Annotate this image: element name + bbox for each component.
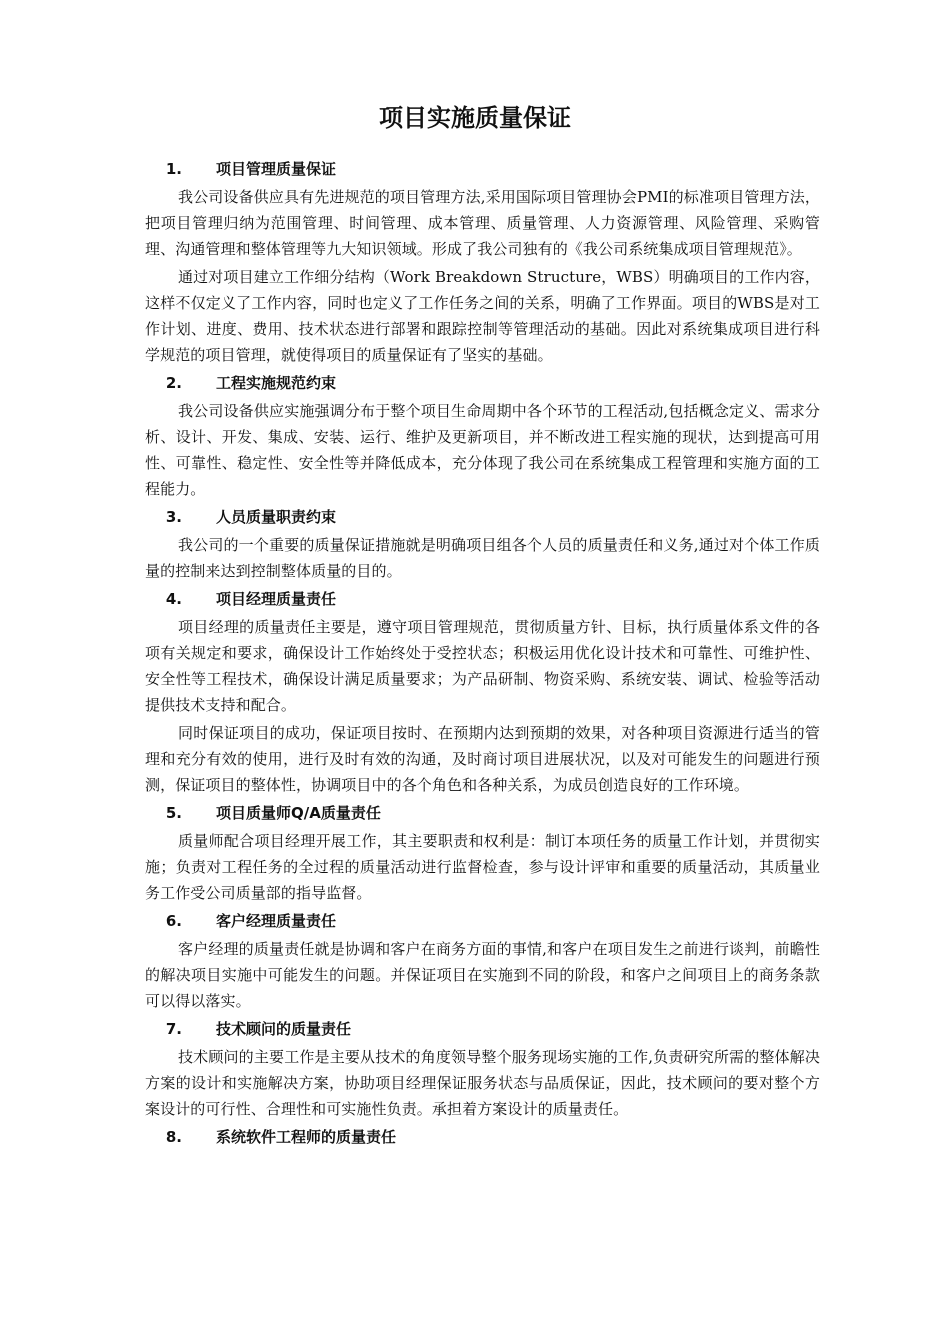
section-number: 1. — [165, 160, 182, 178]
section-heading — [145, 1016, 820, 1042]
body-paragraph: 我公司设备供应实施强调分布于整个项目生命周期中各个环节的工程活动,包括概念定义、需求分析、设计、开发、集成、安装、运行、维护及更新项目，并不断改进工程实施的现状，达到提高可用性、可靠性、稳定性、安全性等并降低成本，充分体现了我公司在系统集成工程管理和实施方面的工程能力。 — [145, 402, 820, 498]
body-paragraph: 技术顾问的主要工作是主要从技术的角度领导整个服务现场实施的工作,负责研究所需的整体解决方案的设计和实施解决方案，协助项目经理保证服务状态与品质保证，因此，技术顾问的要对整个方案设计的可行性、合理性和可实施性负责。承担着方案设计的质量责任。 — [145, 1048, 820, 1118]
body-paragraph: 客户经理的质量责任就是协调和客户在商务方面的事情,和客户在项目发生之前进行谈判，前瞻性的解决项目实施中可能发生的问题。并保证项目在实施到不同的阶段，和客户之间项目上的商务条款可以得以落实。 — [145, 940, 820, 1010]
body-paragraph: 我公司设备供应具有先进规范的项目管理方法,采用国际项目管理协会PMI的标准项目管理方法，把项目管理归纳为范围管理、时间管理、成本管理、质量管理、人力资源管理、风险管理、采购管理、沟通管理和整体管理等九大知识领域。形成了我公司独有的《我公司系统集成项目管理规范》。 — [145, 188, 820, 258]
document-title: 项目实施质量保证 — [379, 104, 571, 132]
section-heading — [145, 908, 820, 934]
section-5 — [145, 800, 820, 906]
section-heading-text: 客户经理质量责任 — [216, 912, 337, 930]
section-heading — [145, 504, 820, 530]
section-1 — [145, 156, 820, 368]
section-heading — [145, 586, 820, 612]
section-heading-text: 工程实施规范约束 — [216, 374, 337, 392]
section-number: 2. — [165, 374, 182, 392]
section-heading-text: 项目质量师Q/A质量责任 — [216, 804, 381, 822]
section-heading-text: 系统软件工程师的质量责任 — [216, 1128, 397, 1146]
section-number: 6. — [165, 912, 182, 930]
section-number: 3. — [165, 508, 182, 526]
document-body — [145, 156, 820, 1152]
body-paragraph: 通过对项目建立工作细分结构（Work Breakdown Structure，WBS）明确项目的工作内容，这样不仅定义了工作内容，同时也定义了工作任务之间的关系，明确了工作界面。项目的WBS是对工作计划、进度、费用、技术状态进行部署和跟踪控制等管理活动的基础。因此对系统集成项目进行科学规范的项目管理，就使得项目的质量保证有了坚实的基础。 — [145, 268, 820, 364]
section-heading — [145, 800, 820, 826]
section-8 — [145, 1124, 820, 1150]
body-paragraph: 质量师配合项目经理开展工作，其主要职责和权利是：制订本项任务的质量工作计划，并贯彻实施；负责对工程任务的全过程的质量活动进行监督检查，参与设计评审和重要的质量活动，其质量业务工作受公司质量部的指导监督。 — [145, 832, 820, 902]
section-number: 7. — [165, 1020, 182, 1038]
section-number: 5. — [165, 804, 182, 822]
section-heading — [145, 1124, 820, 1150]
section-heading-text: 人员质量职责约束 — [216, 508, 337, 526]
section-heading — [145, 370, 820, 396]
body-paragraph: 同时保证项目的成功，保证项目按时、在预期内达到预期的效果，对各种项目资源进行适当的管理和充分有效的使用，进行及时有效的沟通，及时商讨项目进展状况，以及对可能发生的问题进行预测，保证项目的整体性，协调项目中的各个角色和各种关系，为成员创造良好的工作环境。 — [145, 724, 820, 794]
section-3 — [145, 504, 820, 584]
section-number: 4. — [165, 590, 182, 608]
body-paragraph: 项目经理的质量责任主要是，遵守项目管理规范，贯彻质量方针、目标，执行质量体系文件的各项有关规定和要求，确保设计工作始终处于受控状态；积极运用优化设计技术和可靠性、可维护性、安全性等工程技术，确保设计满足质量要求；为产品研制、物资采购、系统安装、调试、检验等活动提供技术支持和配合。 — [145, 618, 820, 714]
body-paragraph: 我公司的一个重要的质量保证措施就是明确项目组各个人员的质量责任和义务,通过对个体工作质量的控制来达到控制整体质量的目的。 — [145, 536, 820, 580]
section-heading-text: 项目管理质量保证 — [216, 160, 337, 178]
section-2 — [145, 370, 820, 502]
section-heading-text: 项目经理质量责任 — [216, 590, 337, 608]
section-6 — [145, 908, 820, 1014]
section-heading-text: 技术顾问的质量责任 — [216, 1020, 352, 1038]
section-number: 8. — [165, 1128, 182, 1146]
section-heading — [145, 156, 820, 182]
section-7 — [145, 1016, 820, 1122]
section-4 — [145, 586, 820, 798]
